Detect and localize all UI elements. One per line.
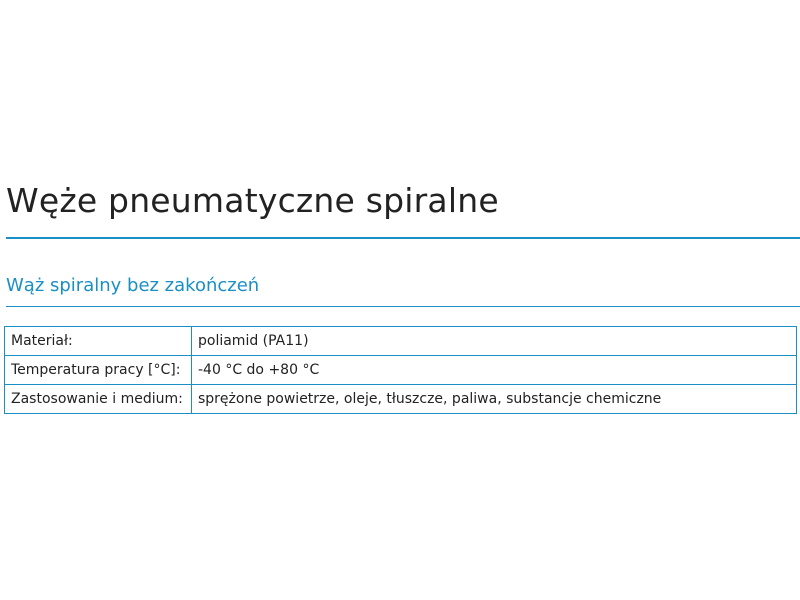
title-divider — [6, 237, 800, 239]
section-title: Wąż spiralny bez zakończeń — [6, 275, 260, 296]
spec-value-temperature: -40 °C do +80 °C — [192, 356, 797, 385]
spec-table — [4, 326, 797, 414]
spec-value-application: sprężone powietrze, oleje, tłuszcze, paliwa, substancje chemiczne — [192, 385, 797, 414]
table-row — [5, 327, 797, 356]
spec-label-application: Zastosowanie i medium: — [5, 385, 192, 414]
page-title: Węże pneumatyczne spiralne — [6, 181, 499, 220]
section-divider — [6, 306, 800, 307]
table-row — [5, 385, 797, 414]
spec-label-temperature: Temperatura pracy [°C]: — [5, 356, 192, 385]
spec-label-material: Materiał: — [5, 327, 192, 356]
table-row — [5, 356, 797, 385]
spec-value-material: poliamid (PA11) — [192, 327, 797, 356]
